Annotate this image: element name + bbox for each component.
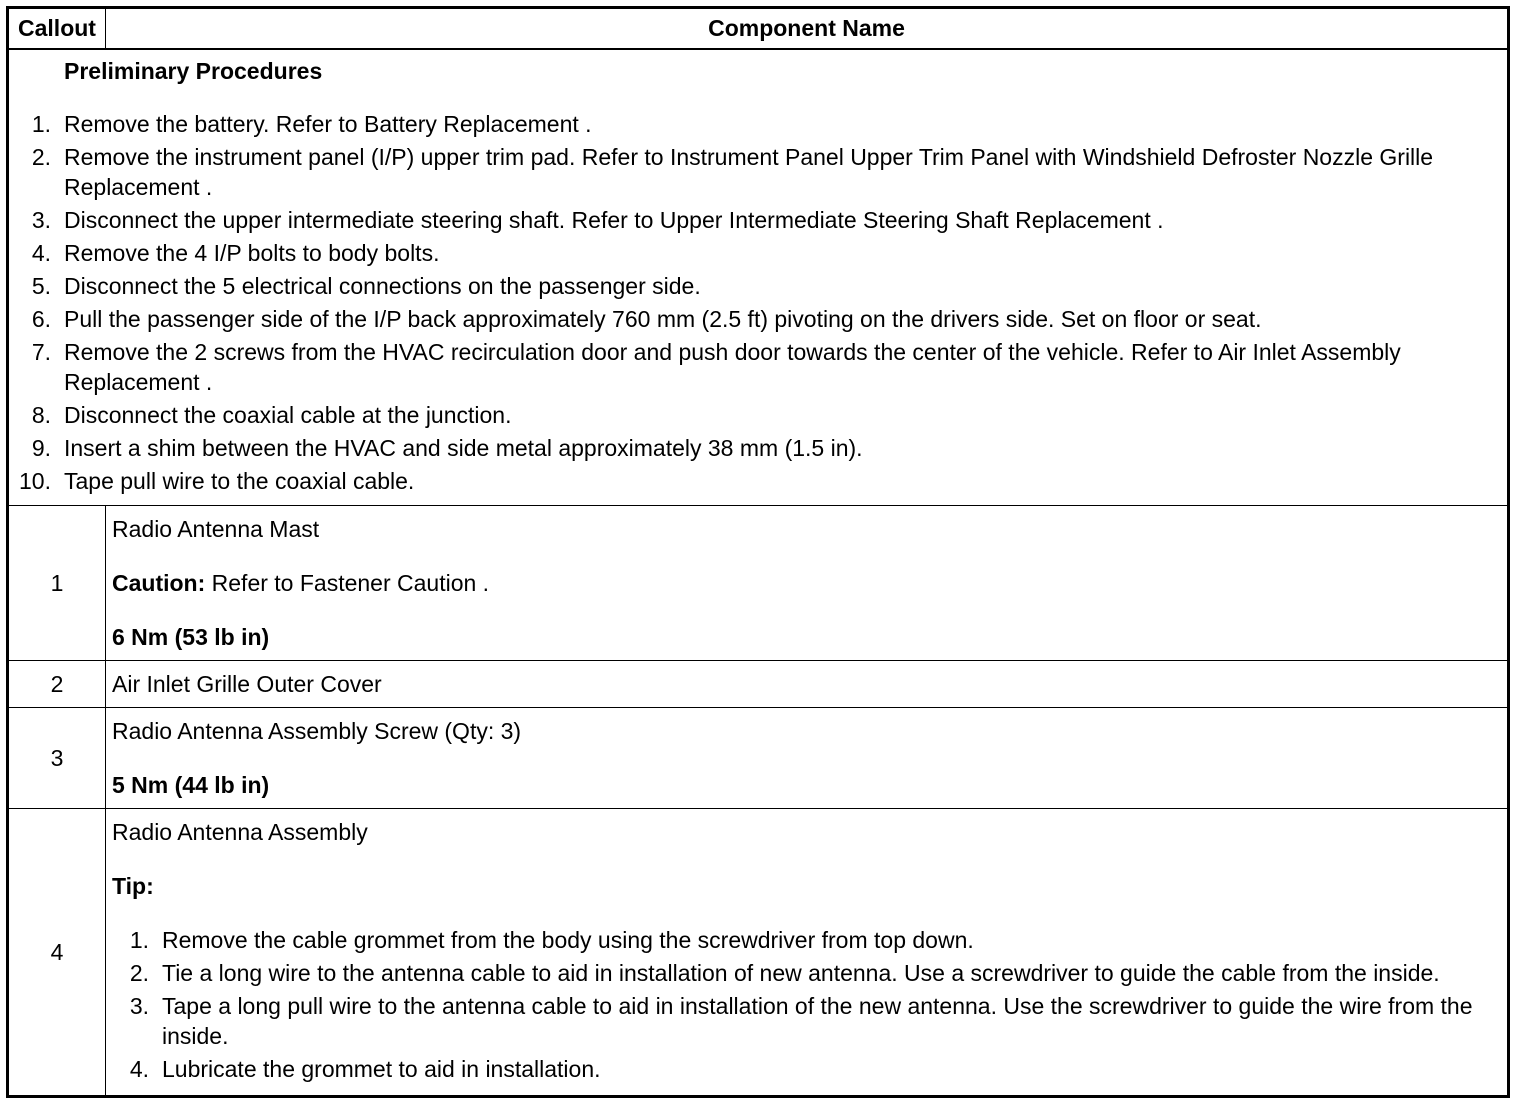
list-item (9, 142, 1507, 202)
component-name: Radio Antenna Mast (112, 516, 320, 542)
list-item (9, 205, 1507, 235)
step-text: Remove the 2 screws from the HVAC recirculation door and push door towards the center of the vehicle. Refer to Air Inlet Assembly Replacement . (64, 339, 1401, 395)
tip-number: 1. (129, 927, 149, 953)
step-text: Remove the 4 I/P bolts to body bolts. (64, 240, 440, 266)
list-item (9, 304, 1507, 334)
table-row (8, 708, 1509, 809)
caution-text: Refer to Fastener Caution . (205, 570, 490, 596)
callout-cell: 1 (8, 506, 106, 661)
step-text: Remove the battery. Refer to Battery Replacement . (64, 111, 592, 137)
table-row (8, 809, 1509, 1097)
table-row (8, 661, 1509, 708)
step-number: 4. (31, 240, 51, 266)
step-number: 10. (19, 468, 51, 494)
component-cell (106, 708, 1509, 809)
tip-number: 2. (129, 960, 149, 986)
list-item (9, 238, 1507, 268)
list-item (9, 466, 1507, 496)
step-text: Pull the passenger side of the I/P back approximately 760 mm (2.5 ft) pivoting on the drivers side. Set on floor or seat. (64, 306, 1262, 332)
torque-spec: 6 Nm (53 lb in) (112, 624, 270, 650)
step-text: Disconnect the 5 electrical connections on the passenger side. (64, 273, 701, 299)
step-number: 3. (31, 207, 51, 233)
list-item (112, 958, 1502, 988)
component-table (6, 6, 1510, 1098)
step-text: Disconnect the coaxial cable at the junction. (64, 402, 512, 428)
step-text: Tape pull wire to the coaxial cable. (64, 468, 415, 494)
component-cell (106, 809, 1509, 1097)
table-header-row (8, 8, 1509, 50)
preliminary-row (8, 49, 1509, 506)
preliminary-title: Preliminary Procedures (64, 58, 323, 84)
tip-text: Lubricate the grommet to aid in installation. (162, 1056, 601, 1082)
torque-spec: 5 Nm (44 lb in) (112, 772, 270, 798)
preliminary-procedures (8, 49, 1509, 506)
component-name: Radio Antenna Assembly (112, 819, 368, 845)
step-number: 2. (31, 144, 51, 170)
caution-label: Caution: (112, 570, 206, 596)
preliminary-steps (9, 109, 1507, 496)
component-name: Radio Antenna Assembly Screw (Qty: 3) (112, 718, 522, 744)
list-item (112, 1054, 1502, 1084)
tip-text: Tie a long wire to the antenna cable to aid in installation of new antenna. Use a screwdriver to guide the cable from the inside. (162, 960, 1440, 986)
table-row (8, 506, 1509, 661)
tip-text: Tape a long pull wire to the antenna cable to aid in installation of the new antenna. Use the screwdriver to guide the wire from the inside. (162, 993, 1473, 1049)
callout-cell: 3 (8, 708, 106, 809)
step-number: 7. (31, 339, 51, 365)
callout-cell: 2 (8, 661, 106, 708)
callout-header: Callout (8, 8, 106, 50)
step-number: 1. (31, 111, 51, 137)
tip-number: 4. (129, 1056, 149, 1082)
step-text: Remove the instrument panel (I/P) upper trim pad. Refer to Instrument Panel Upper Trim Panel with Windshield Defroster Nozzle Grille Replacement . (64, 144, 1434, 200)
component-name-header: Component Name (106, 8, 1509, 50)
component-cell (106, 506, 1509, 661)
tip-number: 3. (129, 993, 149, 1019)
list-item (112, 991, 1502, 1051)
step-number: 9. (31, 435, 51, 461)
component-name: Air Inlet Grille Outer Cover (112, 671, 382, 697)
step-text: Disconnect the upper intermediate steering shaft. Refer to Upper Intermediate Steering Shaft Replacement . (64, 207, 1164, 233)
caution-note (112, 568, 1502, 598)
step-number: 8. (31, 402, 51, 428)
list-item (9, 433, 1507, 463)
tip-steps (112, 925, 1502, 1084)
step-number: 5. (31, 273, 51, 299)
step-number: 6. (31, 306, 51, 332)
list-item (112, 925, 1502, 955)
list-item (9, 337, 1507, 397)
list-item (9, 271, 1507, 301)
list-item (9, 400, 1507, 430)
step-text: Insert a shim between the HVAC and side metal approximately 38 mm (1.5 in). (64, 435, 863, 461)
component-cell (106, 661, 1509, 708)
callout-cell: 4 (8, 809, 106, 1097)
list-item (9, 109, 1507, 139)
tip-label: Tip: (112, 873, 154, 899)
document-page (6, 6, 1507, 1098)
tip-text: Remove the cable grommet from the body using the screwdriver from top down. (162, 927, 974, 953)
